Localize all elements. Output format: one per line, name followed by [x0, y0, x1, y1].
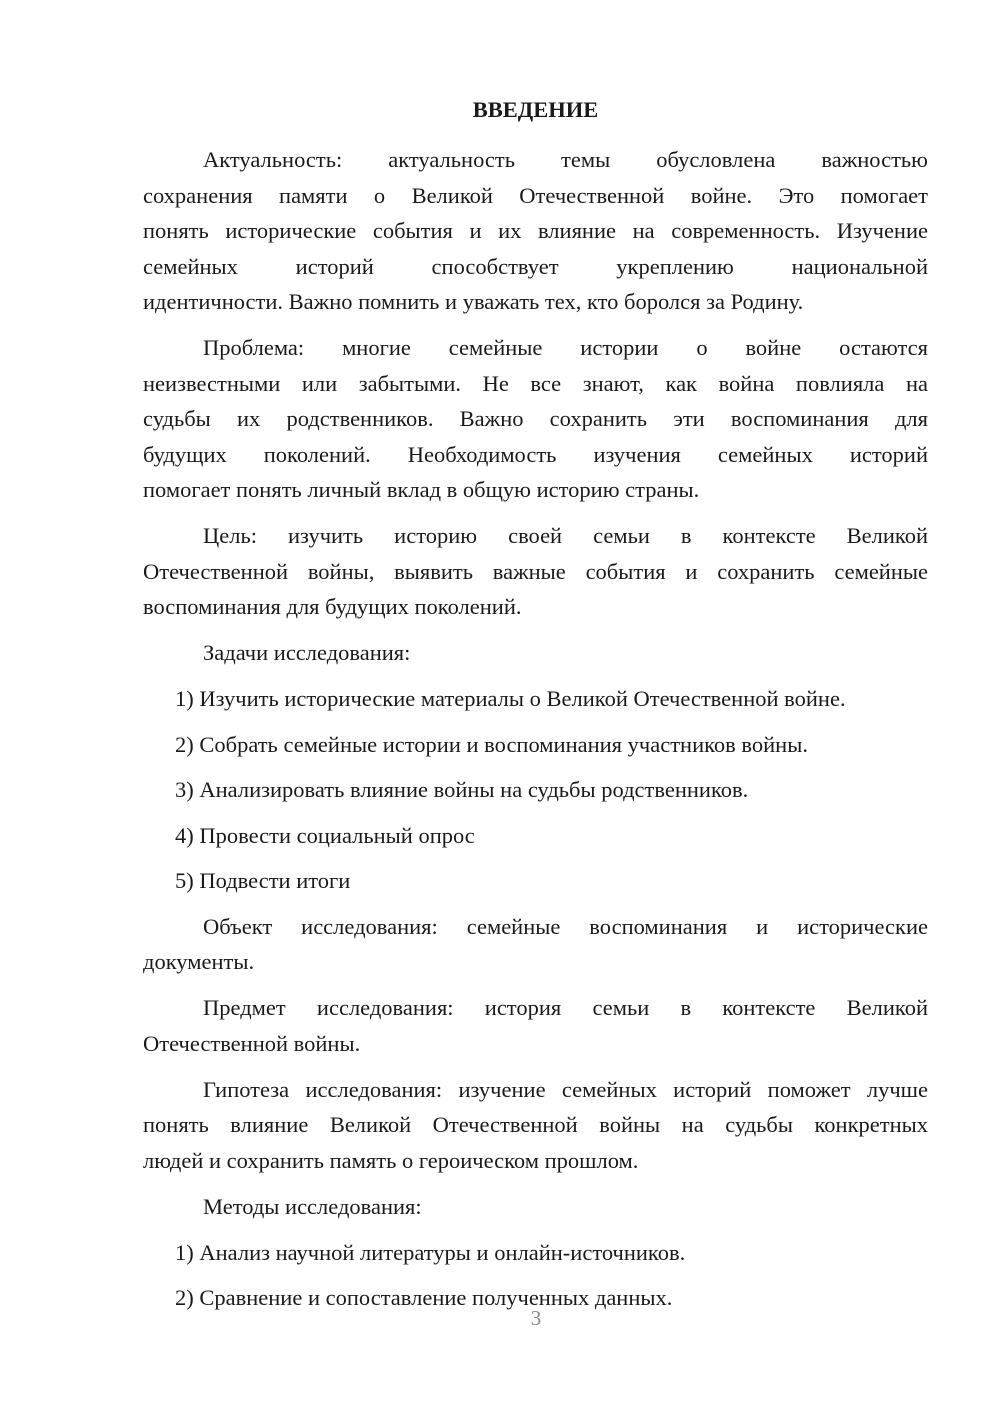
paragraph [143, 142, 928, 320]
paragraph-line: Задачи исследования: [203, 640, 411, 665]
paragraph-line: сохранения памяти о Великой Отечественной войне. Это помогает [143, 182, 928, 208]
paragraph [143, 1189, 928, 1225]
paragraph-line: Проблема: многие семейные истории о войне остаются [203, 335, 928, 360]
paragraph [143, 990, 928, 1061]
section-title: ВВЕДЕНИЕ [472, 97, 599, 122]
paragraph [143, 518, 928, 625]
paragraph-line: будущих поколений. Необходимость изучения семейных историй [143, 441, 928, 467]
paragraph-line: воспоминания для будущих поколений. [143, 594, 522, 619]
page-number: 3 [530, 1306, 542, 1330]
list-item: 4) Провести социальный опрос [175, 822, 475, 848]
paragraph-line: семейных историй способствует укреплению национальной [143, 253, 928, 279]
paragraph-line: Методы исследования: [203, 1193, 422, 1219]
list-item: 5) Подвести итоги [175, 868, 351, 893]
paragraph-line: документы. [143, 949, 255, 974]
paragraph-line: Отечественной войны, выявить важные события и сохранить семейные [143, 558, 928, 584]
paragraph-line: людей и сохранить память о героическом прошлом. [143, 1147, 639, 1173]
list-item: 3) Анализировать влияние войны на судьбы родственников. [175, 777, 749, 802]
paragraph-line: Объект исследования: семейные воспоминания и исторические [203, 913, 928, 939]
list-item: 2) Собрать семейные истории и воспоминания участников войны. [175, 731, 808, 757]
paragraph-line: идентичности. Важно помнить и уважать тех, кто боролся за Родину. [143, 289, 804, 314]
paragraph-line: неизвестными или забытыми. Не все знают, как война повлияла на [143, 370, 928, 396]
paragraph-line: Актуальность: актуальность темы обусловлена важностью [203, 147, 928, 172]
paragraph-line: Отечественной войны. [143, 1030, 361, 1056]
paragraph-line: помогает понять личный вклад в общую историю страны. [143, 477, 700, 502]
list-item: 1) Изучить исторические материалы о Великой Отечественной войне. [175, 686, 846, 711]
list-item: 1) Анализ научной литературы и онлайн-источников. [175, 1239, 686, 1265]
paragraph [143, 635, 928, 671]
paragraph [143, 909, 928, 980]
paragraph [143, 330, 928, 508]
paragraph-line: Гипотеза исследования: изучение семейных историй поможет лучше [203, 1076, 928, 1102]
list-item: 2) Сравнение и сопоставление полученных данных. [175, 1285, 673, 1310]
paragraph [143, 1072, 928, 1179]
paragraph-line: понять исторические события и их влияние на современность. Изучение [143, 218, 928, 243]
paragraph-line: понять влияние Великой Отечественной войны на судьбы конкретных [143, 1112, 928, 1137]
paragraph-line: Цель: изучить историю своей семьи в контексте Великой [203, 523, 928, 548]
content-blocks [143, 142, 928, 1316]
paragraph-line: судьбы их родственников. Важно сохранить эти воспоминания для [143, 406, 928, 431]
page-body [143, 92, 928, 1326]
paragraph-line: Предмет исследования: история семьи в контексте Великой [203, 995, 928, 1020]
